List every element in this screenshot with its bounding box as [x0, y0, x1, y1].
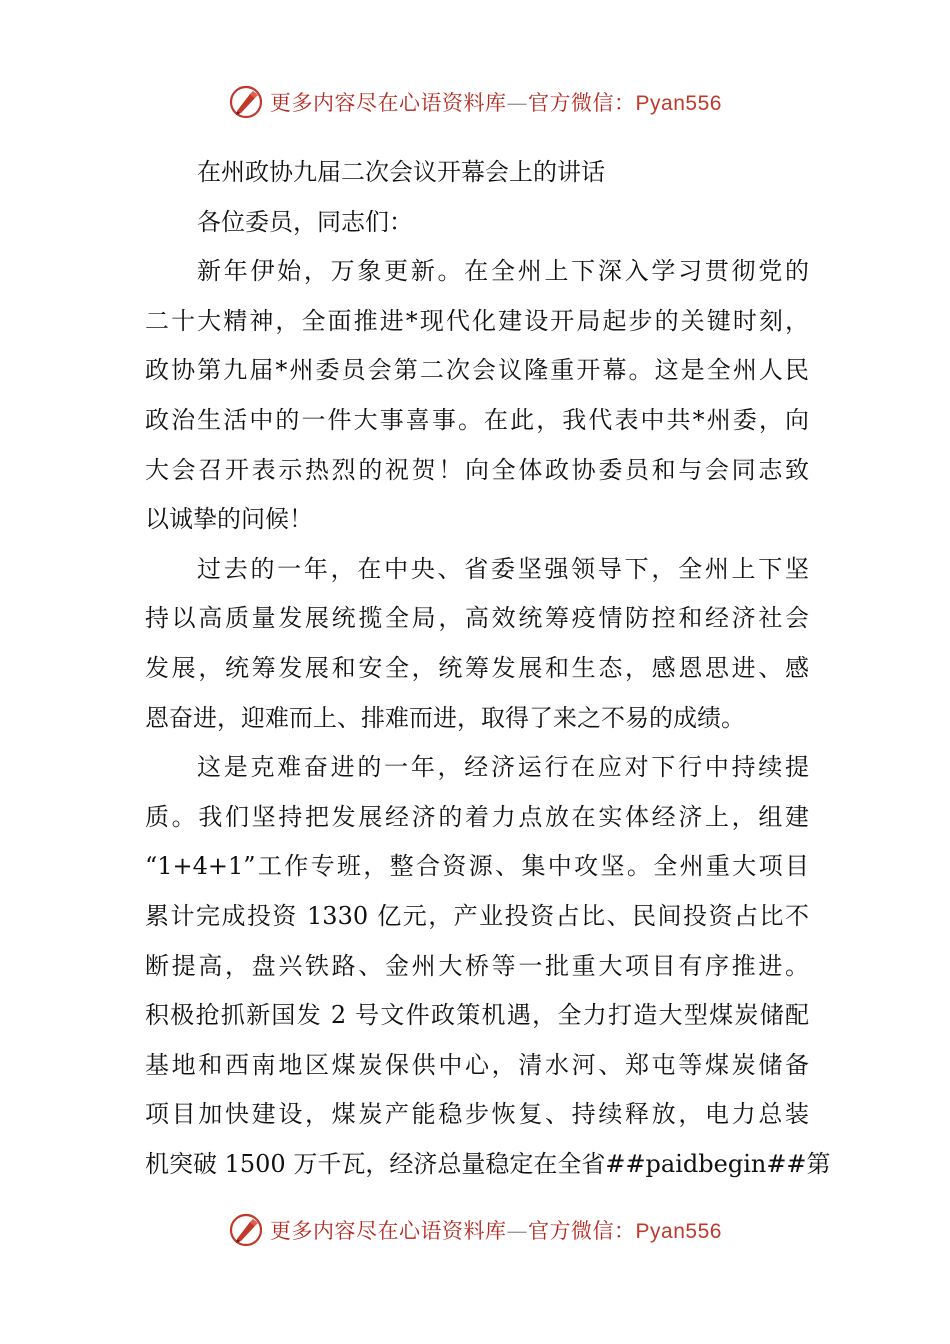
- paragraph-line: 断提高，盘兴铁路、金州大桥等一批重大项目有序推进。: [145, 951, 809, 980]
- paragraph-line: 政治生活中的一件大事喜事。在此，我代表中共*州委，向: [145, 405, 809, 434]
- pen-nib-logo-icon: [228, 84, 264, 120]
- paragraph-line: “1+4+1”工作专班，整合资源、集中攻坚。全州重大项目: [145, 852, 809, 881]
- pen-nib-logo-icon: [228, 1212, 264, 1248]
- banner-main-text: 更多内容尽在心语资料库: [270, 91, 507, 115]
- banner-wechat-label: 官方微信：: [528, 1219, 636, 1243]
- paragraph-line: 项目加快建设，煤炭产能稳步恢复、持续释放，电力总装: [145, 1100, 809, 1129]
- paragraph-line: 基地和西南地区煤炭保供中心，清水河、郑屯等煤炭储备: [145, 1050, 809, 1079]
- paragraph-line: 新年伊始，万象更新。在全州上下深入学习贯彻党的: [197, 257, 809, 286]
- paragraph-line: 发展，统筹发展和安全，统筹发展和生态，感恩思进、感: [145, 653, 809, 682]
- paragraph-line: 二十大精神，全面推进*现代化建设开局起步的关键时刻，: [145, 306, 809, 335]
- banner-dash: —: [506, 91, 529, 115]
- document-salutation: 各位委员，同志们：: [197, 207, 413, 236]
- header-watermark-banner: [0, 82, 950, 122]
- banner-wechat-id: Pyan556: [635, 92, 722, 115]
- paragraph-line: 恩奋进，迎难而上、排难而进，取得了来之不易的成绩。: [145, 703, 745, 732]
- paragraph-line: 累计完成投资 1330 亿元，产业投资占比、民间投资占比不: [145, 901, 809, 930]
- banner-wechat-label: 官方微信：: [528, 91, 636, 115]
- paragraph-line: 过去的一年，在中央、省委坚强领导下，全州上下坚: [197, 554, 809, 583]
- footer-watermark-banner: [0, 1210, 950, 1250]
- document-title: 在州政协九届二次会议开幕会上的讲话: [197, 158, 605, 186]
- paragraph-line: 政协第九届*州委员会第二次会议隆重开幕。这是全州人民: [145, 356, 809, 385]
- paragraph-line: 机突破 1500 万千瓦，经济总量稳定在全省##paidbegin##第: [145, 1149, 831, 1178]
- paragraph-line: 积极抢抓新国发 2 号文件政策机遇，全力打造大型煤炭储配: [145, 1001, 809, 1030]
- paragraph-line: 以诚挚的问候！: [145, 505, 313, 534]
- document-body: [145, 148, 831, 1189]
- paragraph-line: 质。我们坚持把发展经济的着力点放在实体经济上，组建: [145, 802, 809, 831]
- paragraph-line: 持以高质量发展统揽全局，高效统筹疫情防控和经济社会: [145, 604, 809, 633]
- banner-dash: —: [506, 1219, 529, 1243]
- paragraph-line: 这是克难奋进的一年，经济运行在应对下行中持续提: [197, 753, 809, 782]
- banner-wechat-id: Pyan556: [635, 1220, 722, 1243]
- banner-main-text: 更多内容尽在心语资料库: [270, 1219, 507, 1243]
- paragraph-line: 大会召开表示热烈的祝贺！向全体政协委员和与会同志致: [145, 455, 809, 484]
